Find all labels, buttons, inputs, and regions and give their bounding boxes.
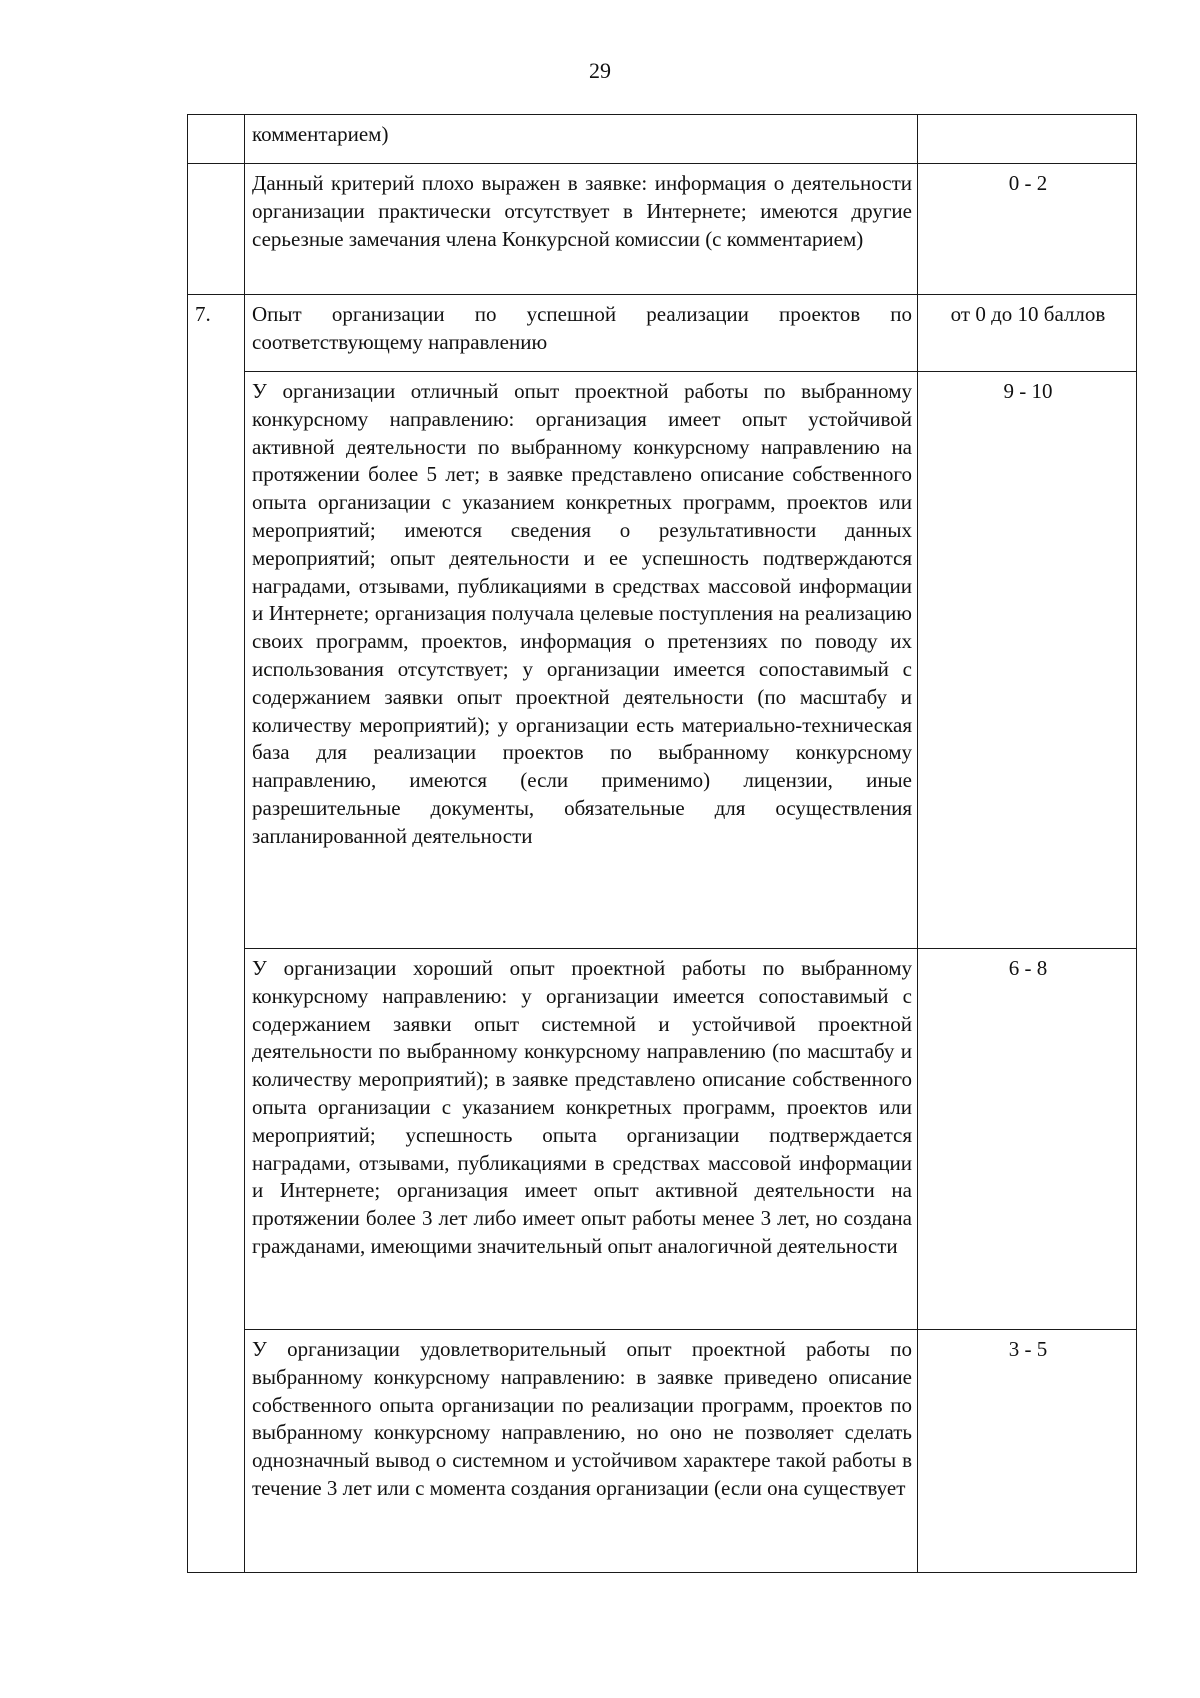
- score-range: 0 - 2: [918, 164, 1137, 295]
- score-range: от 0 до 10 баллов: [918, 295, 1137, 372]
- criterion-title: Опыт организации по успешной реализации проектов по соответствующему направлению: [245, 295, 918, 372]
- table-row: [188, 164, 1137, 295]
- score-range: [918, 115, 1137, 164]
- criterion-description: комментарием): [245, 115, 918, 164]
- row-number-cell: [188, 164, 245, 295]
- page-number: 29: [589, 58, 611, 83]
- row-number-cell: [188, 949, 245, 1330]
- criterion-description: У организации хороший опыт проектной работы по выбранному конкурсному направлению: у организации имеется сопоставимый с содержанием заявки опыт системной и устойчивой проектной деятельности по выбранному конкурсному направлению (по масштабу и количеству мероприятий); в заявке представлено описание собственного опыта организации с указанием конкретных программ, проектов или мероприятий; успешность опыта организации подтверждается наградами, отзывами, публикациями в средствах массовой информации и Интернете; организация имеет опыт активной деятельности на протяжении более 3 лет либо имеет опыт работы менее 3 лет, но создана гражданами, имеющими значительный опыт аналогичной деятельности: [245, 949, 918, 1330]
- score-range: 9 - 10: [918, 372, 1137, 949]
- table-row: [188, 295, 1137, 372]
- criteria-table: [187, 114, 1137, 1573]
- row-number-cell: 7.: [188, 295, 245, 372]
- table-row: [188, 949, 1137, 1330]
- score-range: 3 - 5: [918, 1330, 1137, 1573]
- row-number-cell: [188, 115, 245, 164]
- criterion-description: У организации удовлетворительный опыт проектной работы по выбранному конкурсному направлению: в заявке приведено описание собственного опыта организации по реализации программ, проектов по выбранному конкурсному направлению, но оно не позволяет сделать однозначный вывод о системном и устойчивом характере такой работы в течение 3 лет или с момента создания организации (если она существует: [245, 1330, 918, 1573]
- table-row: [188, 372, 1137, 949]
- score-range: 6 - 8: [918, 949, 1137, 1330]
- row-number-cell: [188, 1330, 245, 1573]
- table-row: [188, 115, 1137, 164]
- criterion-description: Данный критерий плохо выражен в заявке: информация о деятельности организации практически отсутствует в Интернете; имеются другие серьезные замечания члена Конкурсной комиссии (с комментарием): [245, 164, 918, 295]
- row-number-cell: [188, 372, 245, 949]
- table-row: [188, 1330, 1137, 1573]
- criterion-description: У организации отличный опыт проектной работы по выбранному конкурсному направлению: организация имеет опыт устойчивой активной деятельности по выбранному конкурсному направлению на протяжении более 5 лет; в заявке представлено описание собственного опыта организации с указанием конкретных программ, проектов или мероприятий; имеются сведения о результативности данных мероприятий; опыт деятельности и ее успешность подтверждаются наградами, отзывами, публикациями в средствах массовой информации и Интернете; организация получала целевые поступления на реализацию своих программ, проектов, информация о претензиях по поводу их использования отсутствует; у организации имеется сопоставимый с содержанием заявки опыт проектной деятельности (по масштабу и количеству мероприятий); у организации есть материально-техническая база для реализации проектов по выбранному конкурсному направлению, имеются (если применимо) лицензии, иные разрешительные документы, обязательные для осуществления запланированной деятельности: [245, 372, 918, 949]
